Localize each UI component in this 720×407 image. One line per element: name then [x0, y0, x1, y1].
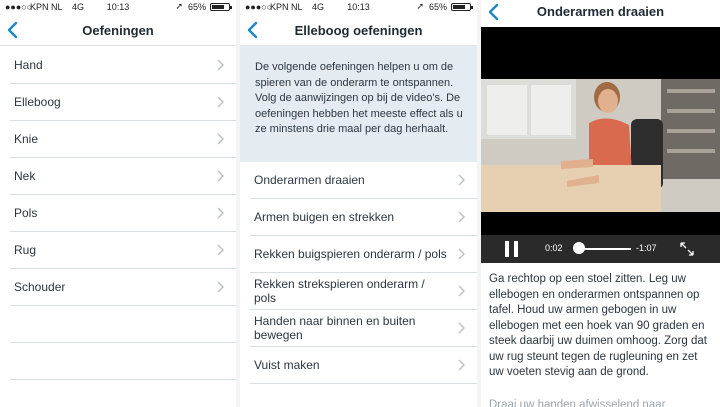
network-type: 4G [312, 2, 325, 12]
screen-elbow-exercises [240, 0, 477, 407]
chevron-right-icon [457, 322, 465, 334]
remaining-time: -1:07 [636, 243, 657, 253]
chevron-right-icon [457, 211, 465, 223]
list-item-knie[interactable] [10, 121, 236, 158]
screen-exercise-categories [0, 0, 236, 407]
battery-percentage: 65% [187, 2, 206, 12]
nav-bar [240, 14, 477, 46]
list-item-label: Nek [14, 169, 36, 183]
status-time: 10:13 [106, 2, 130, 12]
exercise-list [250, 162, 477, 384]
list-item-label: Rekken strekspieren onderarm / pols [254, 277, 425, 305]
status-time: 10:13 [347, 2, 370, 12]
list-item-label: Elleboog [14, 95, 61, 109]
status-bar [0, 0, 236, 14]
fullscreen-icon[interactable] [680, 242, 694, 256]
list-item-rekken-buigspieren[interactable] [250, 236, 477, 273]
chevron-right-icon [457, 174, 465, 186]
player-controls [481, 235, 720, 263]
chevron-right-icon [457, 248, 465, 260]
page-title: Oefeningen [82, 23, 154, 38]
intro-panel [240, 46, 477, 162]
list-item-label: Rekken buigspieren onderarm / pols [254, 247, 447, 261]
list-item-label: Pols [14, 206, 38, 220]
location-icon: ➚ [175, 1, 183, 11]
progress-knob[interactable] [573, 242, 585, 254]
list-item-schouder[interactable] [10, 269, 236, 306]
elapsed-time: 0:02 [545, 243, 563, 253]
empty-row [10, 306, 236, 343]
signal-strength-icon: ●●●○○ [245, 2, 273, 12]
list-item-label: Rug [14, 243, 37, 257]
chevron-right-icon [216, 281, 224, 293]
battery-fill [212, 5, 224, 9]
list-item-label: Knie [14, 132, 39, 146]
nav-bar [481, 0, 720, 27]
progress-track[interactable] [577, 248, 631, 250]
page-title: Elleboog oefeningen [294, 23, 423, 38]
video-frame-person-at-table [481, 79, 720, 212]
signal-strength-icon: ●●●○○ [5, 2, 33, 12]
list-item-pols[interactable] [10, 195, 236, 232]
battery-icon [451, 3, 471, 11]
chevron-right-icon [216, 170, 224, 182]
category-list [10, 47, 236, 380]
chevron-right-icon [216, 96, 224, 108]
list-item-elleboog[interactable] [10, 84, 236, 121]
exercise-description: Ga rechtop op een stoel zitten. Leg uw ellebogen en onderarmen ontspannen op tafel. Houd uw armen gebogen in uw ellebogen met een hoek van 90 graden en steek daarbij uw duimen omhoog. Zorg dat uw rug steunt tegen de rugleuning en zet uw voeten stevig aan de grond. [489, 273, 707, 378]
network-type: 4G [72, 2, 85, 12]
intro-text: De volgende oefeningen helpen u om de spieren van de onderarm te ontspannen. Volg de aanwijzingen op bij de video's. De oefeningen hebben het meeste effect als u ze minstens drie maal per dag herhaalt. [255, 61, 463, 135]
empty-row [10, 343, 236, 380]
list-item-nek[interactable] [10, 158, 236, 195]
list-item-vuist-maken[interactable] [250, 347, 477, 384]
video-player[interactable] [481, 27, 720, 263]
list-item-onderarmen-draaien[interactable] [250, 162, 477, 199]
chevron-right-icon [457, 285, 465, 297]
list-item-rekken-strekspieren[interactable] [250, 273, 477, 310]
nav-bar [0, 14, 236, 46]
battery-fill [453, 5, 465, 9]
list-item-rug[interactable] [10, 232, 236, 269]
carrier-name: KPN NL [270, 2, 303, 12]
battery-icon [210, 3, 230, 11]
page-title: Onderarmen draaien [536, 4, 665, 19]
chevron-right-icon [216, 244, 224, 256]
list-item-hand[interactable] [10, 47, 236, 84]
chevron-right-icon [216, 59, 224, 71]
battery-percentage: 65% [428, 2, 447, 12]
list-item-label: Handen naar binnen en buiten bewegen [254, 314, 416, 342]
location-icon: ➚ [416, 1, 424, 11]
status-bar [240, 0, 477, 14]
list-item-handen-binnen-buiten[interactable] [250, 310, 477, 347]
carrier-name: KPN NL [30, 2, 63, 12]
list-item-label: Schouder [14, 280, 66, 294]
list-item-label: Armen buigen en strekken [254, 210, 395, 224]
list-item-label: Onderarmen draaien [254, 173, 365, 187]
exercise-description-continued: Draai uw handen afwisselend naar [489, 399, 666, 407]
list-item-label: Vuist maken [254, 358, 320, 372]
chevron-right-icon [216, 207, 224, 219]
chevron-right-icon [457, 359, 465, 371]
chevron-right-icon [216, 133, 224, 145]
list-item-label: Hand [14, 58, 43, 72]
pause-icon[interactable] [505, 241, 519, 257]
list-item-armen-buigen-strekken[interactable] [250, 199, 477, 236]
screen-exercise-detail [481, 0, 720, 407]
